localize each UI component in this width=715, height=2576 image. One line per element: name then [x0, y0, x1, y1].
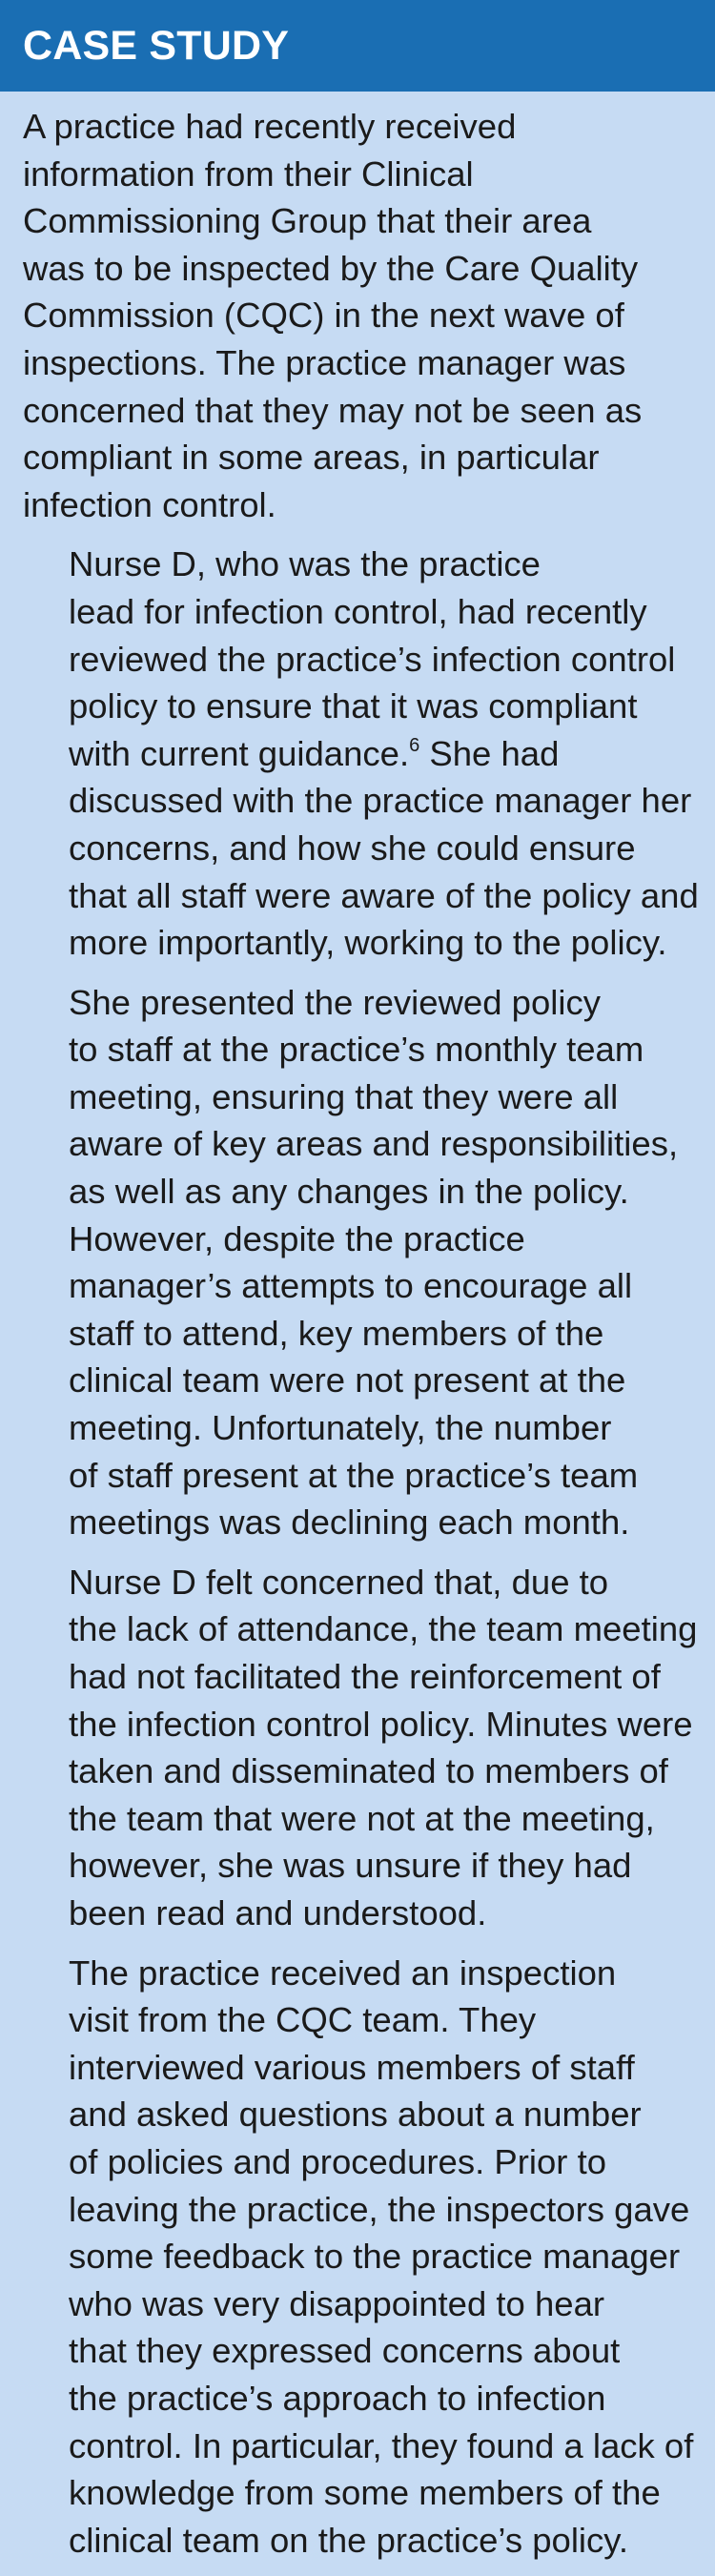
text-fragment: with current guidance.	[69, 733, 410, 773]
paragraph-1	[23, 103, 704, 528]
text-line: clinical team were not present at the	[69, 1360, 626, 1400]
text-line: who was very disappointed to hear	[69, 2283, 605, 2323]
text-line: meeting. Unfortunately, the number	[69, 1408, 612, 1448]
text-line: was to be inspected by the Care Quality	[23, 248, 639, 288]
text-line: She presented the reviewed policy	[69, 982, 601, 1022]
text-line: the infection control policy. Minutes were	[69, 1704, 693, 1744]
text-line: as well as any changes in the policy.	[69, 1172, 629, 1212]
paragraph-2	[23, 541, 704, 966]
text-line: the lack of attendance, the team meeting	[69, 1609, 698, 1649]
text-line: policy to ensure that it was compliant	[69, 686, 638, 726]
text-line: concerned that they may not be seen as	[23, 390, 643, 430]
text-line: had not facilitated the reinforcement of	[69, 1657, 661, 1696]
text-line: however, she was unsure if they had	[69, 1846, 632, 1886]
text-line: information from their Clinical	[23, 153, 474, 194]
case-study-body	[23, 103, 704, 2576]
text-line: staff to attend, key members of the	[69, 1313, 604, 1353]
text-line: Nurse D felt concerned that, due to	[69, 1562, 609, 1602]
text-line: leaving the practice, the inspectors gave	[69, 2189, 690, 2229]
citation-superscript: 6	[409, 734, 420, 756]
text-line: compliant in some areas, in particular	[23, 438, 600, 478]
text-line-with-citation	[23, 730, 704, 778]
text-line: The practice received an inspection	[69, 1952, 617, 1993]
text-line: lead for infection control, had recently	[69, 591, 647, 631]
text-line: A practice had recently received	[23, 107, 517, 146]
text-line: control. In particular, they found a lack of	[69, 2425, 694, 2465]
text-line: to staff at the practice’s monthly team	[69, 1030, 644, 1070]
text-line: some feedback to the practice manager	[69, 2237, 681, 2277]
text-line: meeting, ensuring that they were all	[69, 1076, 619, 1116]
text-line: the practice’s approach to infection	[69, 2378, 606, 2418]
text-line: and asked questions about a number	[69, 2095, 642, 2135]
paragraph-3	[23, 979, 704, 1546]
text-line: visit from the CQC team. They	[69, 2000, 537, 2040]
case-study-header	[0, 0, 715, 92]
text-line: aware of key areas and responsibilities,	[69, 1124, 679, 1164]
text-line: Commissioning Group that their area	[23, 201, 592, 241]
case-study-title: CASE STUDY	[23, 23, 290, 69]
text-line: knowledge from some members of the	[69, 2473, 661, 2513]
text-line: of staff present at the practice’s team	[69, 1455, 639, 1495]
text-line: manager’s attempts to encourage all	[69, 1266, 633, 1306]
text-line: discussed with the practice manager her	[69, 781, 692, 821]
text-line: Nurse D, who was the practice	[69, 544, 541, 584]
paragraph-4	[23, 1559, 704, 1937]
text-line: that they expressed concerns about	[69, 2331, 621, 2371]
text-line: reviewed the practice’s infection control	[69, 639, 676, 679]
text-line: infection control.	[23, 484, 276, 524]
text-line: that all staff were aware of the policy and	[69, 875, 699, 915]
text-fragment: She had	[419, 733, 560, 773]
text-line: However, despite the practice	[69, 1218, 525, 1258]
text-line: taken and disseminated to members of	[69, 1751, 668, 1791]
text-line: interviewed various members of staff	[69, 2047, 635, 2087]
text-line: concerns, and how she could ensure	[69, 828, 636, 868]
text-line: been read and understood.	[69, 1892, 487, 1932]
text-line: more importantly, working to the policy.	[69, 923, 667, 963]
text-line: meetings was declining each month.	[69, 1503, 630, 1543]
text-line: inspections. The practice manager was	[23, 342, 626, 382]
text-line: the team that were not at the meeting,	[69, 1798, 655, 1838]
text-line: clinical team on the practice’s policy.	[69, 2520, 628, 2560]
paragraph-5	[23, 1950, 704, 2565]
text-line: Commission (CQC) in the next wave of	[23, 296, 624, 336]
text-line: of policies and procedures. Prior to	[69, 2141, 607, 2181]
